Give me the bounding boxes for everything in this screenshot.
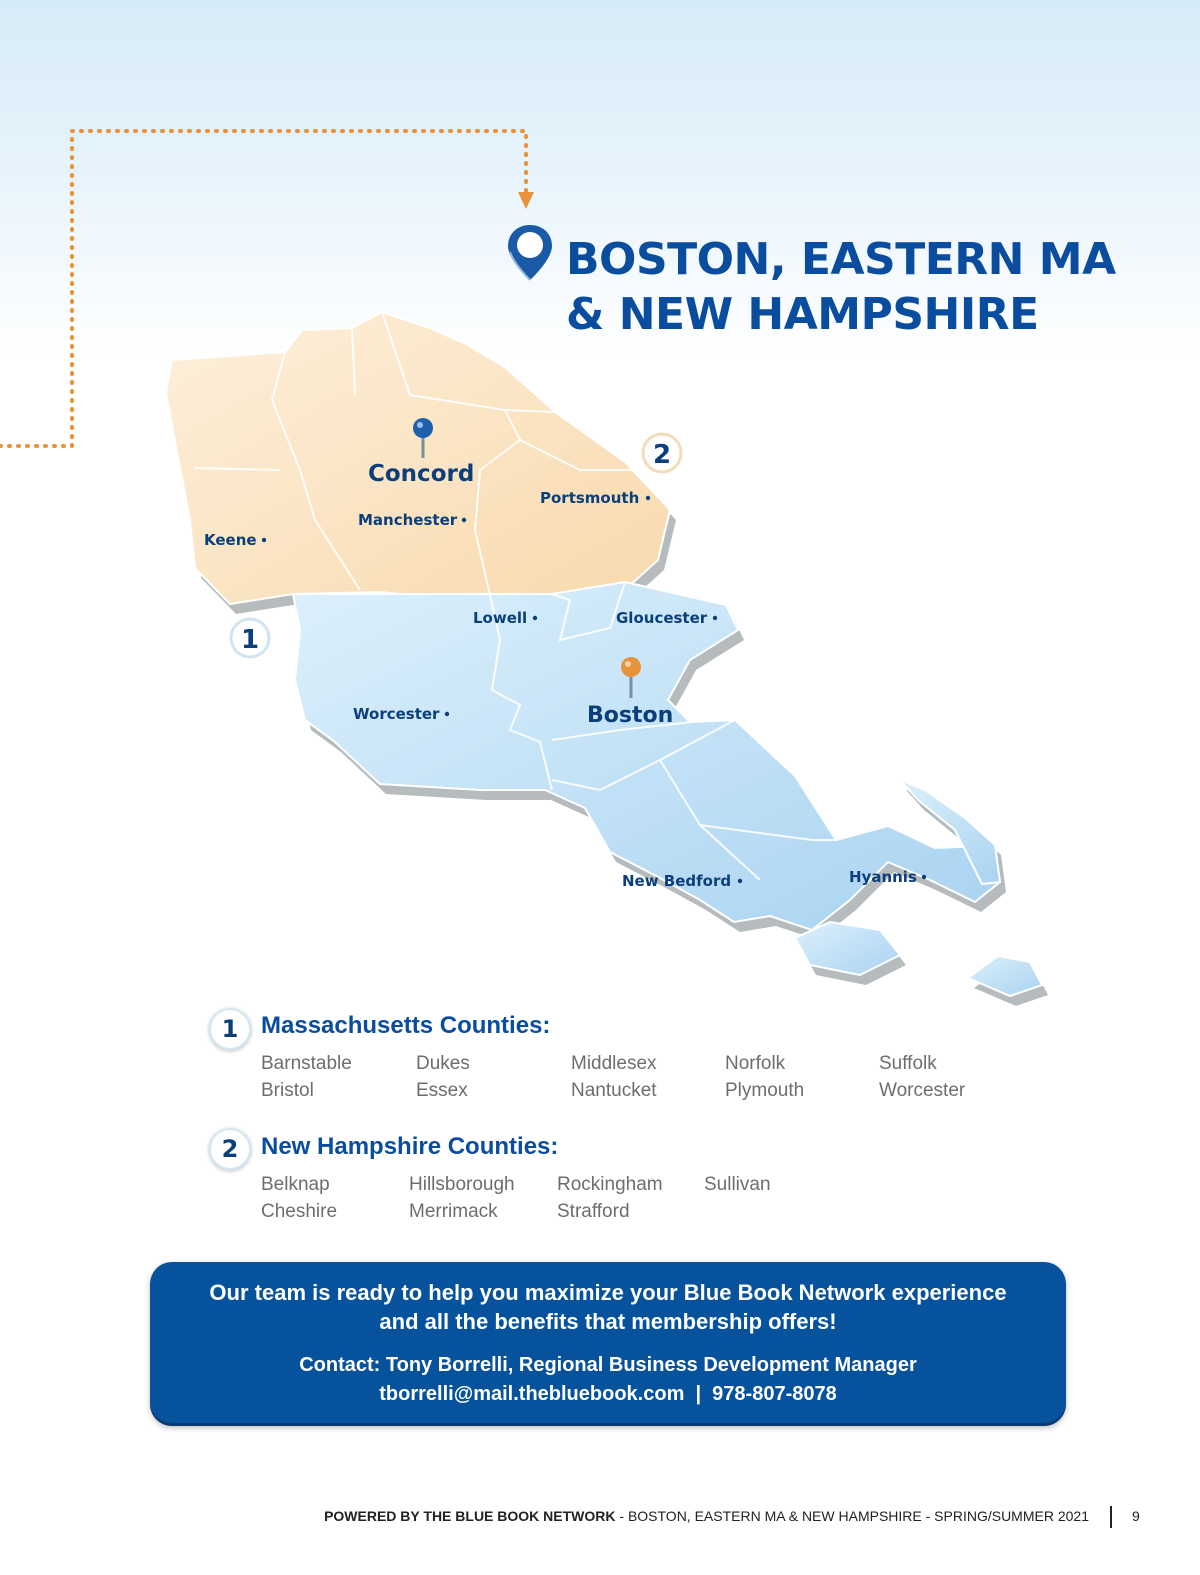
nh-region [166, 312, 670, 604]
region-badge-1 [231, 619, 269, 657]
nh-county: Belknap [261, 1174, 330, 1195]
title-line-1: BOSTON, EASTERN MA [566, 234, 1116, 285]
city-label-worcester: Worcester [353, 705, 440, 723]
nh-county: Cheshire [261, 1201, 338, 1222]
city-label-gloucester: Gloucester [616, 609, 708, 627]
nh-county: Merrimack [409, 1201, 498, 1222]
footer-brand: POWERED BY THE BLUE BOOK NETWORK [324, 1508, 616, 1524]
page-number: 9 [1132, 1508, 1140, 1524]
city-label-portsmouth: Portsmouth [540, 489, 640, 507]
page-footer [0, 1506, 1200, 1530]
nh-section-number: 2 [209, 1128, 251, 1170]
banner-contact [150, 1351, 1066, 1409]
ma-county: Barnstable [261, 1053, 352, 1074]
nh-county: Sullivan [704, 1174, 771, 1195]
contact-email-phone[interactable]: tborrelli@mail.thebluebook.com | 978-807-8078 [379, 1383, 837, 1405]
region-badge-1-label: 1 [240, 625, 260, 655]
region-badge-2-label: 2 [652, 440, 672, 470]
ma-counties-heading: Massachusetts Counties: [261, 1012, 551, 1039]
city-label-manchester: Manchester [358, 511, 458, 529]
ma-county: Nantucket [571, 1080, 657, 1101]
ma-county: Middlesex [571, 1053, 657, 1074]
ma-county: Suffolk [879, 1053, 937, 1074]
city-label-lowell: Lowell [473, 609, 528, 627]
title-line-2: & NEW HAMPSHIRE [566, 289, 1039, 340]
footer-divider [1110, 1506, 1112, 1528]
city-label-boston: Boston [587, 703, 674, 728]
ma-county: Plymouth [725, 1080, 805, 1101]
city-label-hyannis: Hyannis [849, 868, 917, 886]
ma-county: Worcester [879, 1080, 966, 1101]
region-badge-2 [643, 434, 681, 472]
contact-banner [150, 1262, 1066, 1426]
city-label-new-bedford: New Bedford [622, 872, 732, 890]
city-label-concord: Concord [368, 461, 475, 487]
banner-message [150, 1278, 1066, 1336]
nh-county: Hillsborough [409, 1174, 515, 1195]
city-label-keene: Keene [204, 531, 257, 549]
ma-county: Norfolk [725, 1053, 786, 1074]
banner-message-line-1: Our team is ready to help you maximize your Blue Book Network experience [209, 1280, 1007, 1305]
contact-name-line: Contact: Tony Borrelli, Regional Business Development Manager [299, 1354, 917, 1376]
footer-publication: - BOSTON, EASTERN MA & NEW HAMPSHIRE - SPRING/SUMMER 2021 [615, 1508, 1089, 1524]
ma-section-number: 1 [209, 1008, 251, 1050]
ma-county: Bristol [261, 1080, 314, 1101]
nh-county: Strafford [557, 1201, 630, 1222]
ma-county: Essex [416, 1080, 468, 1101]
banner-message-line-2: and all the benefits that membership offers! [379, 1309, 837, 1334]
footer-text [324, 1508, 1089, 1524]
nh-counties-heading: New Hampshire Counties: [261, 1133, 559, 1160]
nh-county: Rockingham [557, 1174, 663, 1195]
ma-county: Dukes [416, 1053, 470, 1074]
